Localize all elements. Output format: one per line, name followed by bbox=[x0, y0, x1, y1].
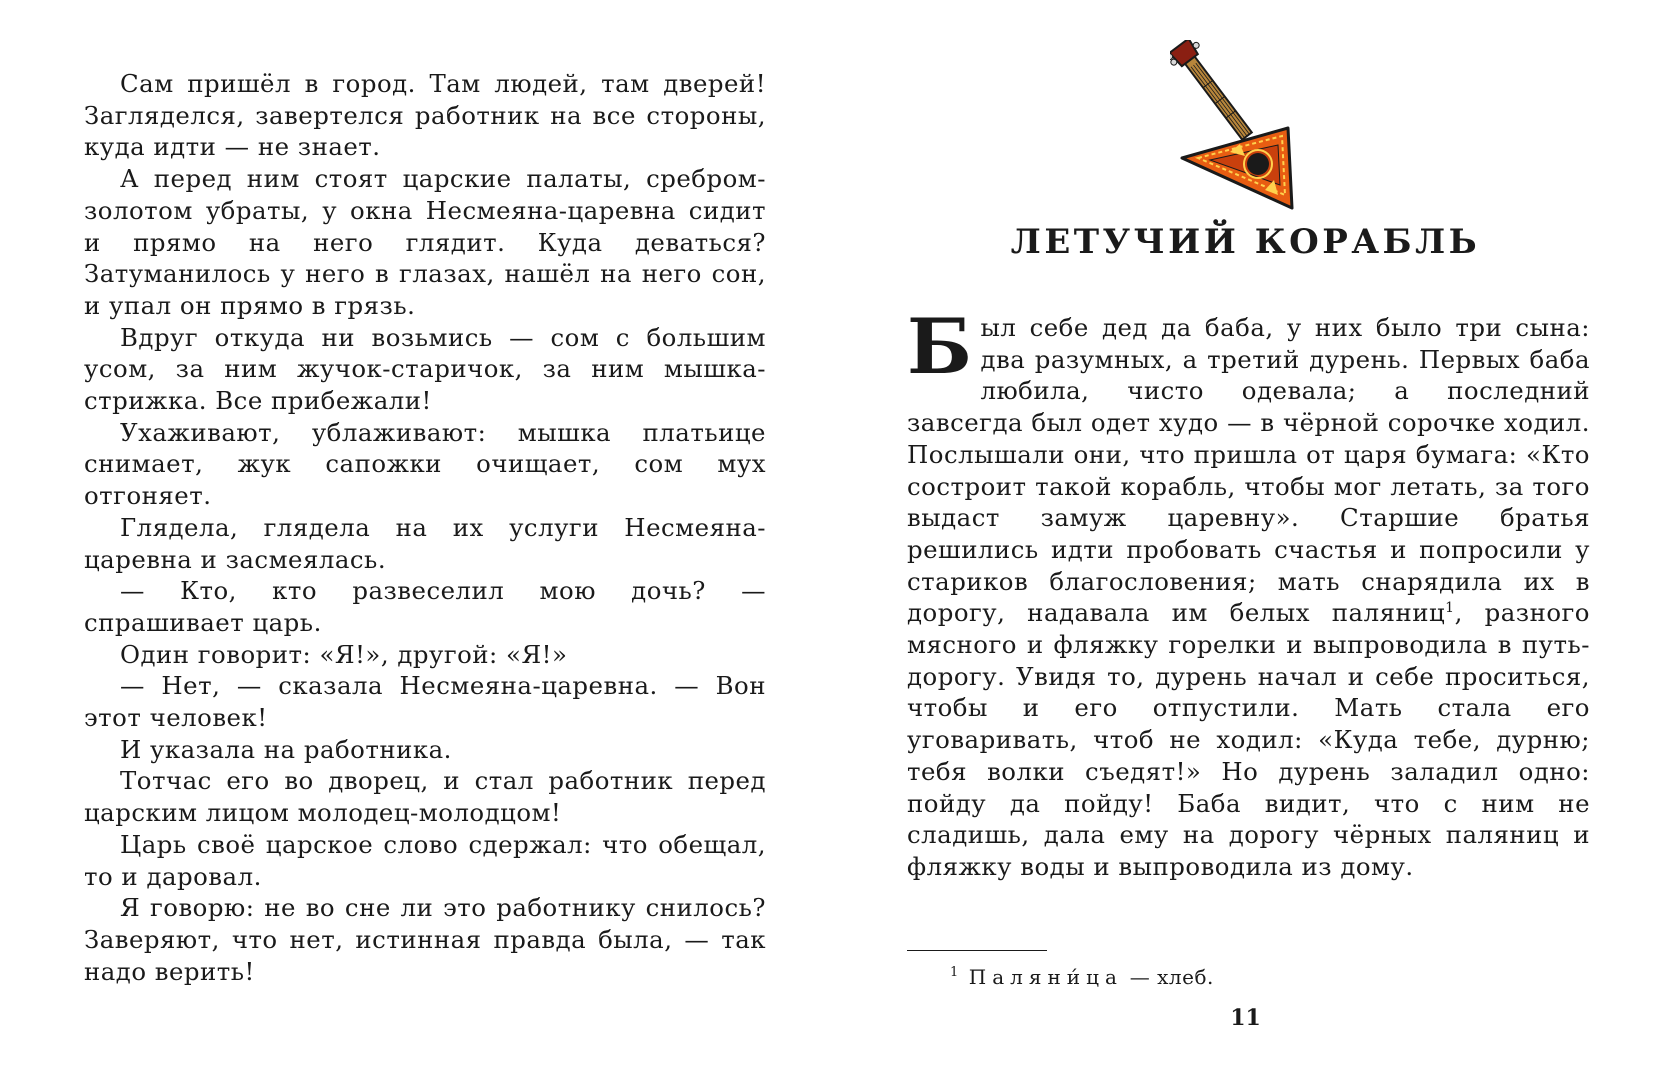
paragraph: Один говорит: «Я!», другой: «Я!» bbox=[120, 639, 568, 669]
footnote-term: Паляни́ца bbox=[968, 965, 1123, 989]
paragraph: — Нет, — сказала Несмеяна-царевна. — Вон этот человек! bbox=[84, 671, 766, 733]
paragraph: Ухаживают, ублаживают: мышка платьице снимает, жук сапожки очищает, сом мух отгоняет. bbox=[84, 417, 766, 511]
footnote bbox=[950, 965, 1214, 989]
page-number: 11 bbox=[1230, 1005, 1261, 1031]
paragraph: — Кто, кто развеселил мою дочь? — спрашивает царь. bbox=[84, 576, 766, 637]
paragraph: Я говорю: не во сне ли это работнику снилось? Заверяют, что нет, истинная правда была, — так надо верить! bbox=[84, 893, 766, 986]
paragraph bbox=[907, 302, 1590, 883]
footnote-definition: — хлеб. bbox=[1122, 965, 1214, 989]
paragraph: Тотчас его во дворец, и стал работник перед царским лицом молодец-молодцом! bbox=[84, 766, 766, 828]
paragraph: Вдруг откуда ни возьмись — сом с большим усом, за ним жучок-старичок, за ним мышка-стрижка. Все прибежали! bbox=[84, 322, 766, 416]
footnote-number: 1 bbox=[950, 965, 959, 981]
paragraph: Глядела, глядела на их услуги Несмеяна-царевна и засмеялась. bbox=[84, 512, 766, 574]
right-page bbox=[830, 0, 1661, 1075]
story-title: ЛЕТУЧИЙ КОРАБЛЬ bbox=[1010, 222, 1481, 262]
paragraph: И указала на работника. bbox=[120, 734, 452, 764]
paragraph-part: , разного мясного и фляжку горелки и выпроводила в путь-дорогу. Увидя то, дурень начал и себе проситься, чтобы и его отпустили. Мать стала его уговаривать, чтоб не ходил: «Куда тебе, дурню; тебя волки съедят!» Но дурень заладил одно: пойду да пойду! Баба видит, что с ним не сладишь, дала ему на дорогу чёрных паляниц и фляжку воды и выпроводила из дому. bbox=[907, 598, 1590, 881]
drop-cap: Б bbox=[907, 302, 973, 391]
balalaika-icon bbox=[1170, 40, 1330, 210]
paragraph: Сам пришёл в город. Там людей, там дверей! Загляделся, завертелся работник на все стороны, куда идти — не знает. bbox=[84, 69, 766, 162]
left-page bbox=[0, 0, 830, 1075]
paragraph-part: ыл себе дед да баба, у них было три сына: два разумных, а третий дурень. Первых баба любила, чисто одевала; а последний завсегда был одет худо — в чёрной сорочке ходил. Послышали они, что пришла от царя бумага: «Кто состроит такой корабль, чтобы мог летать, за того выдаст замуж царевну». Старшие братья решились идти пробовать счастья и попросили у стариков благословения; мать снарядила их в дорогу, надавала им белых паляниц bbox=[907, 313, 1590, 628]
footnote-reference: 1 bbox=[1445, 600, 1455, 617]
right-page-text bbox=[907, 302, 1590, 883]
footnote-divider bbox=[907, 950, 1047, 951]
left-page-text bbox=[84, 68, 766, 987]
paragraph: А перед ним стоят царские палаты, сребром-золотом убраты, у окна Несмеяна-царевна сидит и прямо на него глядит. Куда деваться? Затуманилось у него в глазах, нашёл на него сон, и упал он прямо в грязь. bbox=[84, 164, 766, 320]
paragraph: Царь своё царское слово сдержал: что обещал, то и даровал. bbox=[84, 829, 766, 891]
